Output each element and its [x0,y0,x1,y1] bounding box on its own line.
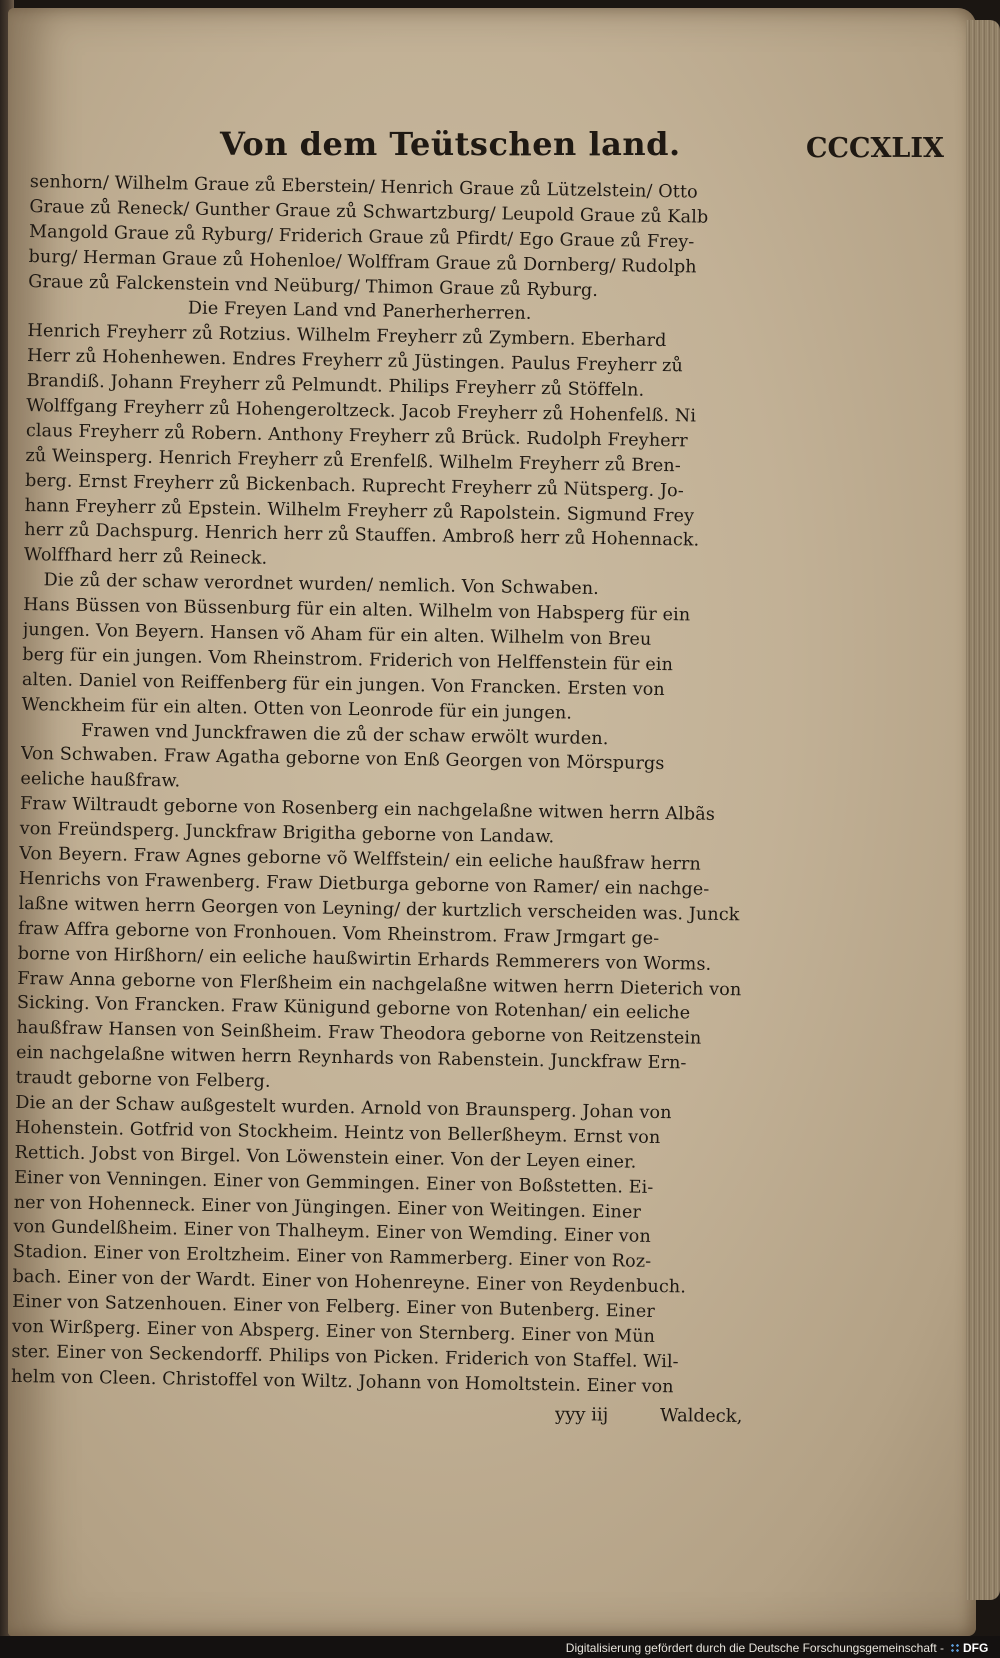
text-line: von Wirßperg. Einer von Absperg. Einer von Sternberg. Einer von Mün [11,1316,656,1347]
dfg-logo-text: DFG [963,1640,989,1655]
text-line: Einer von Satzenhouen. Einer von Felberg. Einer von Butenberg. Einer [12,1291,655,1323]
dfg-dots-icon [950,1643,960,1653]
text-line: haußfraw Hansen von Seinßheim. Fraw Theodora geborne von Reitzenstein [16,1018,702,1049]
text-line: claus Freyherr zů Robern. Anthony Freyherr zů Brück. Rudolph Freyherr [25,420,688,452]
text-line: Wolffhard herr zů Reineck. [23,545,268,570]
text-line: berg. Ernst Freyherr zů Bickenbach. Ruprecht Freyherr zů Nütsperg. Jo- [24,470,685,501]
text-line: von Gundelßheim. Einer von Thalheym. Einer von Wemding. Einer von [13,1217,652,1248]
text-line: jungen. Von Beyern. Hansen võ Aham für ein alten. Wilhelm von Breu [22,619,652,650]
signature-mark: yyy iij [554,1404,609,1426]
text-line: Fraw Anna geborne von Flerßheim ein nachgelaßne witwen herrn Dieterich von [17,968,742,1000]
dfg-credit-text: Digitalisierung gefördert durch die Deutsche Forschungsgemeinschaft - [565,1641,944,1655]
section-heading: Frawen vnd Junckfrawen die zů der schaw erwölt wurden. [81,720,609,749]
folio-number: CCCXLIX [806,133,944,164]
text-line: Henrich Freyherr zů Rotzius. Wilhelm Freyherr zů Zymbern. Eberhard [27,321,667,352]
text-line: Fraw Wiltraudt geborne von Rosenberg ein nachgelaßne witwen herrn Albãs [19,794,716,826]
text-line: burg/ Herman Graue zů Hohenloe/ Wolffram Graue zů Dornberg/ Rudolph [28,246,697,278]
text-line: bach. Einer von der Wardt. Einer von Hohenreyne. Einer von Reydenbuch. [12,1267,687,1298]
text-line: eeliche haußfraw. [20,769,181,792]
text-line: herr zů Dachspurg. Henrich herr zů Stauffen. Ambroß herr zů Hohennack. [24,520,700,552]
text-line: Stadion. Einer von Eroltzheim. Einer von Rammerberg. Einer von Roz- [12,1242,652,1273]
text-line: borne von Hirßhorn/ ein eeliche haußwirtin Erhards Remmerers von Worms. [17,943,712,975]
text-line: Herr zů Hohenhewen. Endres Freyherr zů Jüstingen. Paulus Freyherr zů [26,346,684,377]
text-line: Graue zů Falckenstein vnd Neüburg/ Thimon Graue zů Ryburg. [28,271,599,301]
text-line: Die an der Schaw außgestelt wurden. Arnold von Braunsperg. Johan von [15,1092,672,1124]
text-line: Von Schwaben. Fraw Agatha geborne von Enß Georgen von Mörspurgs [20,744,665,775]
dfg-logo [950,1639,996,1656]
catchword: Waldeck, [659,1405,743,1427]
text-line: zů Weinsperg. Henrich Freyherr zů Erenfelß. Wilhelm Freyherr zů Bren- [25,445,681,477]
text-line: ner von Hohenneck. Einer von Jüngingen. Einer von Weitingen. Einer [13,1192,642,1223]
text-line: senhorn/ Wilhelm Graue zů Eberstein/ Henrich Graue zů Lützelstein/ Otto [29,171,698,203]
text-line: Wenckheim für ein alten. Otten von Leonrode für ein jungen. [21,694,573,724]
text-line: laßne witwen herrn Georgen von Leyning/ der kurtzlich verscheiden was. Junck [18,893,740,926]
text-line: Mangold Graue zů Ryburg/ Friderich Graue zů Pfirdt/ Ego Graue zů Frey- [28,221,695,253]
text-line: Graue zů Reneck/ Gunther Graue zů Schwartzburg/ Leupold Graue zů Kalb [29,196,709,228]
text-line: ein nachgelaßne witwen herrn Reynhards von Rabenstein. Junckfraw Ern- [15,1043,687,1074]
text-line: Henrichs von Frawenberg. Fraw Dietburga geborne von Ramer/ ein nachge- [18,868,710,900]
text-line: ster. Einer von Seckendorff. Philips von Picken. Friderich von Staffel. Wil- [11,1341,679,1373]
section-heading: Die Freyen Land vnd Panerherherren. [187,298,532,325]
page-stack-edge [966,20,1000,1600]
page-footer [555,1404,743,1427]
text-line: alten. Daniel von Reiffenberg für ein jungen. Von Francken. Ersten von [21,669,665,700]
text-line: traudt geborne von Felberg. [15,1067,271,1092]
text-line: Einer von Venningen. Einer von Gemmingen. Einer von Boßstetten. Ei- [14,1167,654,1198]
text-line: berg für ein jungen. Vom Rheinstrom. Friderich von Helffenstein für ein [22,644,674,676]
text-line: Hohenstein. Gotfrid von Stockheim. Heintz von Bellerßheym. Ernst von [14,1117,661,1148]
text-line: Rettich. Jobst von Birgel. Von Löwenstein einer. Von der Leyen einer. [14,1142,637,1173]
text-line: hann Freyherr zů Epstein. Wilhelm Freyherr zů Rapolstein. Sigmund Frey [24,495,695,527]
body-text [10,170,809,1427]
text-line: Sicking. Von Francken. Fraw Künigund geborne von Rotenhan/ ein eeliche [16,993,691,1024]
text-line: von Freündsperg. Junckfraw Brigitha geborne von Landaw. [19,819,555,848]
text-line: Hans Büssen von Büssenburg für ein alten. Wilhelm von Habsperg für ein [23,595,691,626]
text-line: Die zů der schaw verordnet wurden/ nemlich. Von Schwaben. [43,570,600,600]
text-line: Von Beyern. Fraw Agnes geborne võ Welffstein/ ein eeliche haußfraw herrn [19,843,702,875]
text-line: helm von Cleen. Christoffel von Wiltz. Johann von Homoltstein. Einer von [10,1366,674,1398]
text-line: Wolffgang Freyherr zů Hohengeroltzeck. Jacob Freyherr zů Hohenfelß. Ni [26,395,697,427]
text-line: fraw Affra geborne von Fronhouen. Vom Rheinstrom. Fraw Jrmgart ge- [17,918,660,949]
credit-bar [0,1636,1000,1658]
text-line: Brandiß. Johann Freyherr zů Pelmundt. Philips Freyherr zů Stöffeln. [26,371,645,401]
running-header: Von dem Teütschen land. [220,125,681,163]
